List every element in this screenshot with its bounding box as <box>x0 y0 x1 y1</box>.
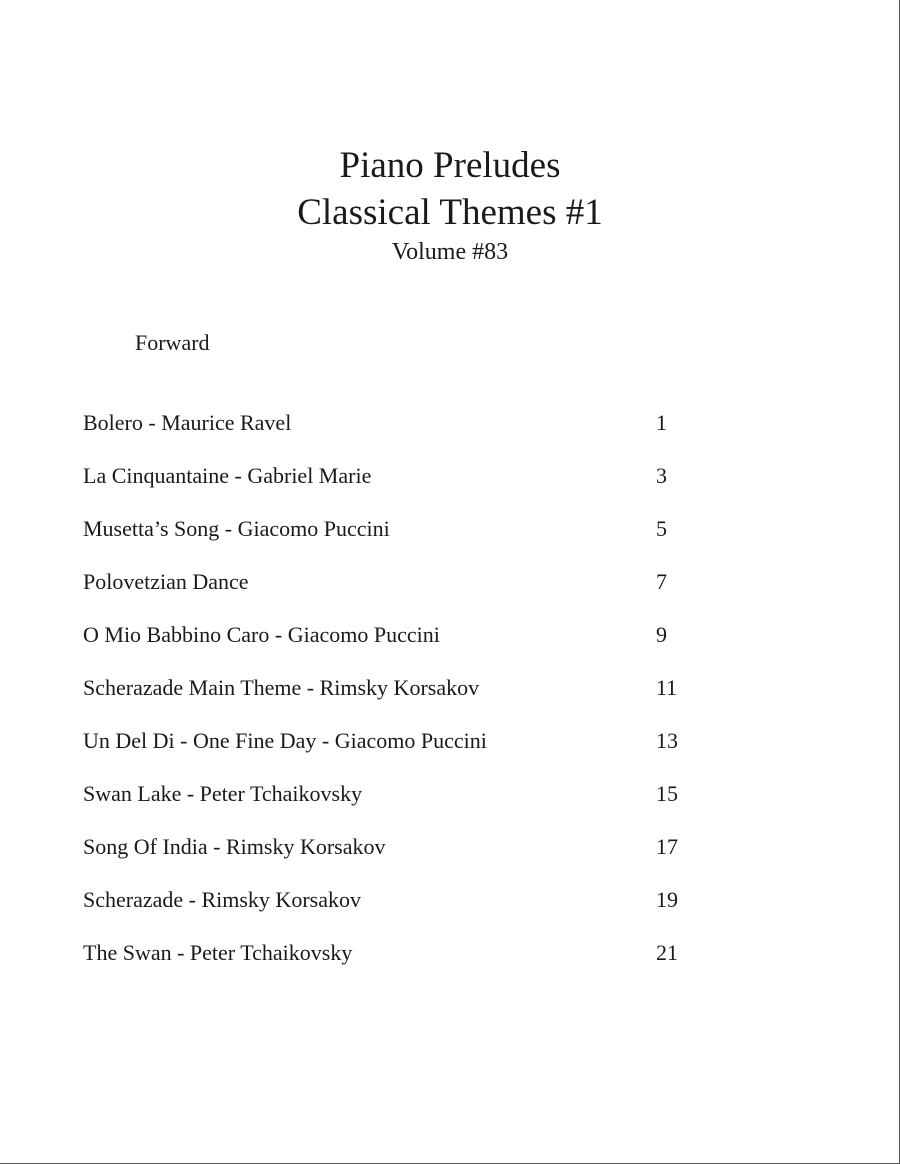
toc-entry-title: Polovetzian Dance <box>83 569 249 594</box>
toc-entry-page: 11 <box>656 675 678 700</box>
toc-entry-page: 3 <box>656 463 667 488</box>
table-of-contents <box>83 406 683 989</box>
toc-row <box>83 671 683 724</box>
title-line-1: Piano Preludes <box>339 145 561 186</box>
toc-entry-page: 1 <box>656 410 667 435</box>
toc-entry-title: Musetta’s Song - Giacomo Puccini <box>83 516 390 541</box>
toc-row <box>83 512 683 565</box>
toc-entry-page: 19 <box>656 887 678 912</box>
toc-entry-title: Bolero - Maurice Ravel <box>83 410 292 435</box>
title-block <box>0 142 900 268</box>
toc-entry-title: Scherazade - Rimsky Korsakov <box>83 887 361 912</box>
toc-row <box>83 936 683 989</box>
toc-row <box>83 459 683 512</box>
toc-entry-page: 17 <box>656 834 678 859</box>
toc-row <box>83 724 683 777</box>
toc-entry-title: Un Del Di - One Fine Day - Giacomo Puccini <box>83 728 487 753</box>
toc-row <box>83 883 683 936</box>
toc-entry-title: La Cinquantaine - Gabriel Marie <box>83 463 372 488</box>
toc-entry-page: 7 <box>656 569 667 594</box>
toc-entry-page: 13 <box>656 728 678 753</box>
toc-entry-title: Swan Lake - Peter Tchaikovsky <box>83 781 363 806</box>
toc-row <box>83 618 683 671</box>
toc-entry-title: The Swan - Peter Tchaikovsky <box>83 940 353 965</box>
toc-entry-page: 9 <box>656 622 667 647</box>
title-line-2: Classical Themes #1 <box>297 192 603 233</box>
toc-entry-title: Song Of India - Rimsky Korsakov <box>83 834 386 859</box>
volume-label: Volume #83 <box>391 239 509 265</box>
toc-row <box>83 777 683 830</box>
toc-row <box>83 830 683 883</box>
toc-entry-title: Scherazade Main Theme - Rimsky Korsakov <box>83 675 480 700</box>
toc-entry-page: 5 <box>656 516 667 541</box>
forward-heading: Forward <box>135 330 210 355</box>
toc-row <box>83 565 683 618</box>
toc-entry-title: O Mio Babbino Caro - Giacomo Puccini <box>83 622 440 647</box>
toc-entry-page: 21 <box>656 940 678 965</box>
toc-entry-page: 15 <box>656 781 678 806</box>
toc-row <box>83 406 683 459</box>
